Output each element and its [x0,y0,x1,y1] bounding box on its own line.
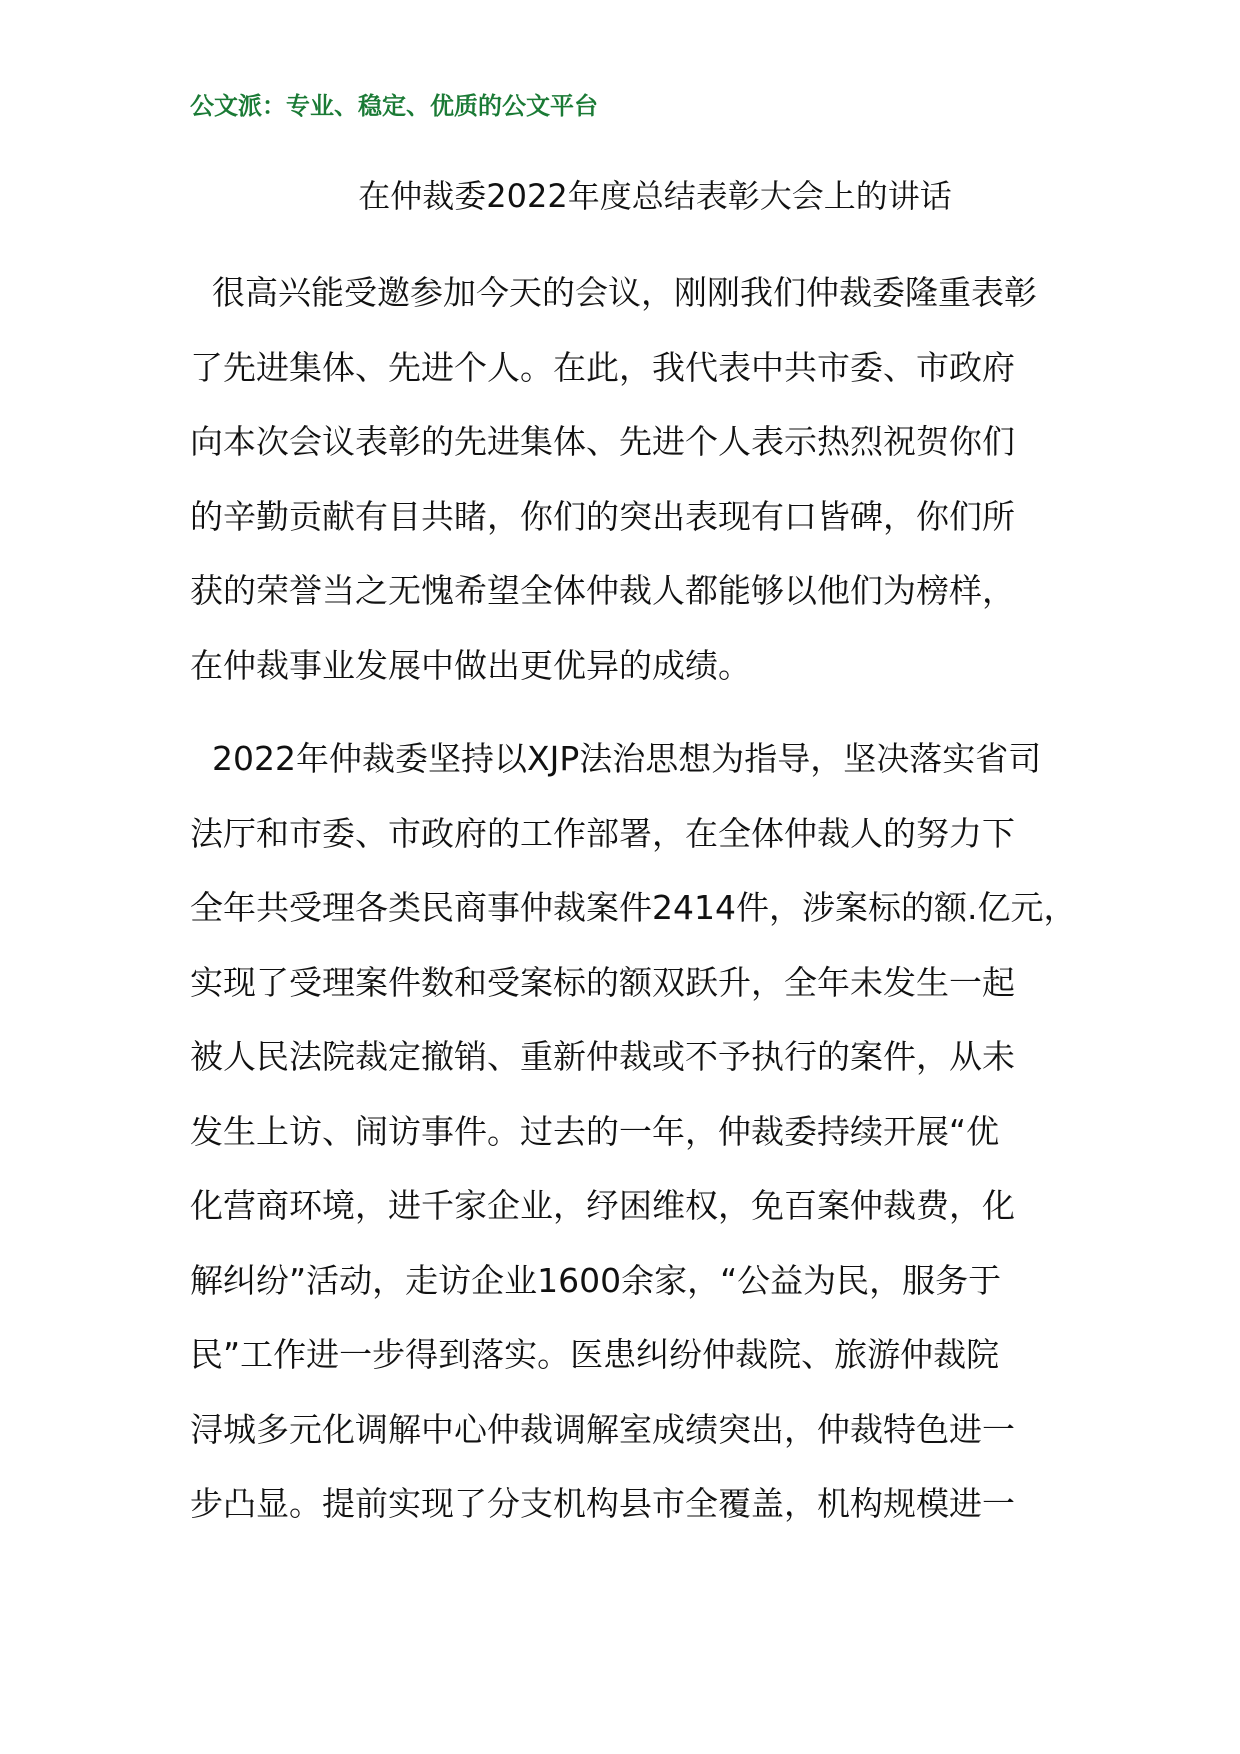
paragraph-line: 步凸显。提前实现了分支机构县市全覆盖，机构规模进一 [190,1484,1015,1523]
paragraph-1 [190,256,1120,703]
paragraph-line: 向本次会议表彰的先进集体、先进个人表示热烈祝贺你们 [190,422,1015,461]
paragraph-line: 很高兴能受邀参加今天的会议，刚刚我们仲裁委隆重表彰 [212,273,1037,312]
paragraph-line: 2022年仲裁委坚持以XJP法治思想为指导，坚决落实省司 [212,739,1042,778]
paragraph-line: 了先进集体、先进个人。在此，我代表中共市委、市政府 [190,347,1015,387]
paragraph-line: 的辛勤贡献有目共睹，你们的突出表现有口皆碑，你们所 [190,496,1015,536]
paragraph-line: 在仲裁事业发展中做出更优异的成绩。 [190,645,751,685]
paragraph-line: 被人民法院裁定撤销、重新仲裁或不予执行的案件，从未 [190,1037,1015,1076]
paragraph-line: 民”工作进一步得到落实。医患纠纷仲裁院、旅游仲裁院 [190,1335,1000,1374]
paragraph-line: 化营商环境，进千家企业，纾困维权，免百案仲裁费，化 [190,1186,1015,1225]
paragraph-line: 浔城多元化调解中心仲裁调解室成绩突出，仲裁特色进一 [190,1409,1015,1449]
paragraph-line: 全年共受理各类民商事仲裁案件2414件，涉案标的额.亿元， [190,888,1077,927]
paragraph-2 [190,722,1120,1542]
document-title: 在仲裁委2022年度总结表彰大会上的讲话 [358,177,952,215]
paragraph-line: 解纠纷”活动，走访企业1600余家，“公益为民，服务于 [190,1260,1002,1300]
paragraph-line: 发生上访、闹访事件。过去的一年，仲裁委持续开展“优 [190,1111,1000,1151]
site-banner[interactable]: 公文派：专业、稳定、优质的公文平台 [190,92,598,120]
paragraph-line: 法厅和市委、市政府的工作部署，在全体仲裁人的努力下 [190,813,1015,853]
paragraph-line: 实现了受理案件数和受案标的额双跃升，全年未发生一起 [190,962,1015,1002]
paragraph-line: 获的荣誉当之无愧希望全体仲裁人都能够以他们为榜样， [190,571,1015,610]
